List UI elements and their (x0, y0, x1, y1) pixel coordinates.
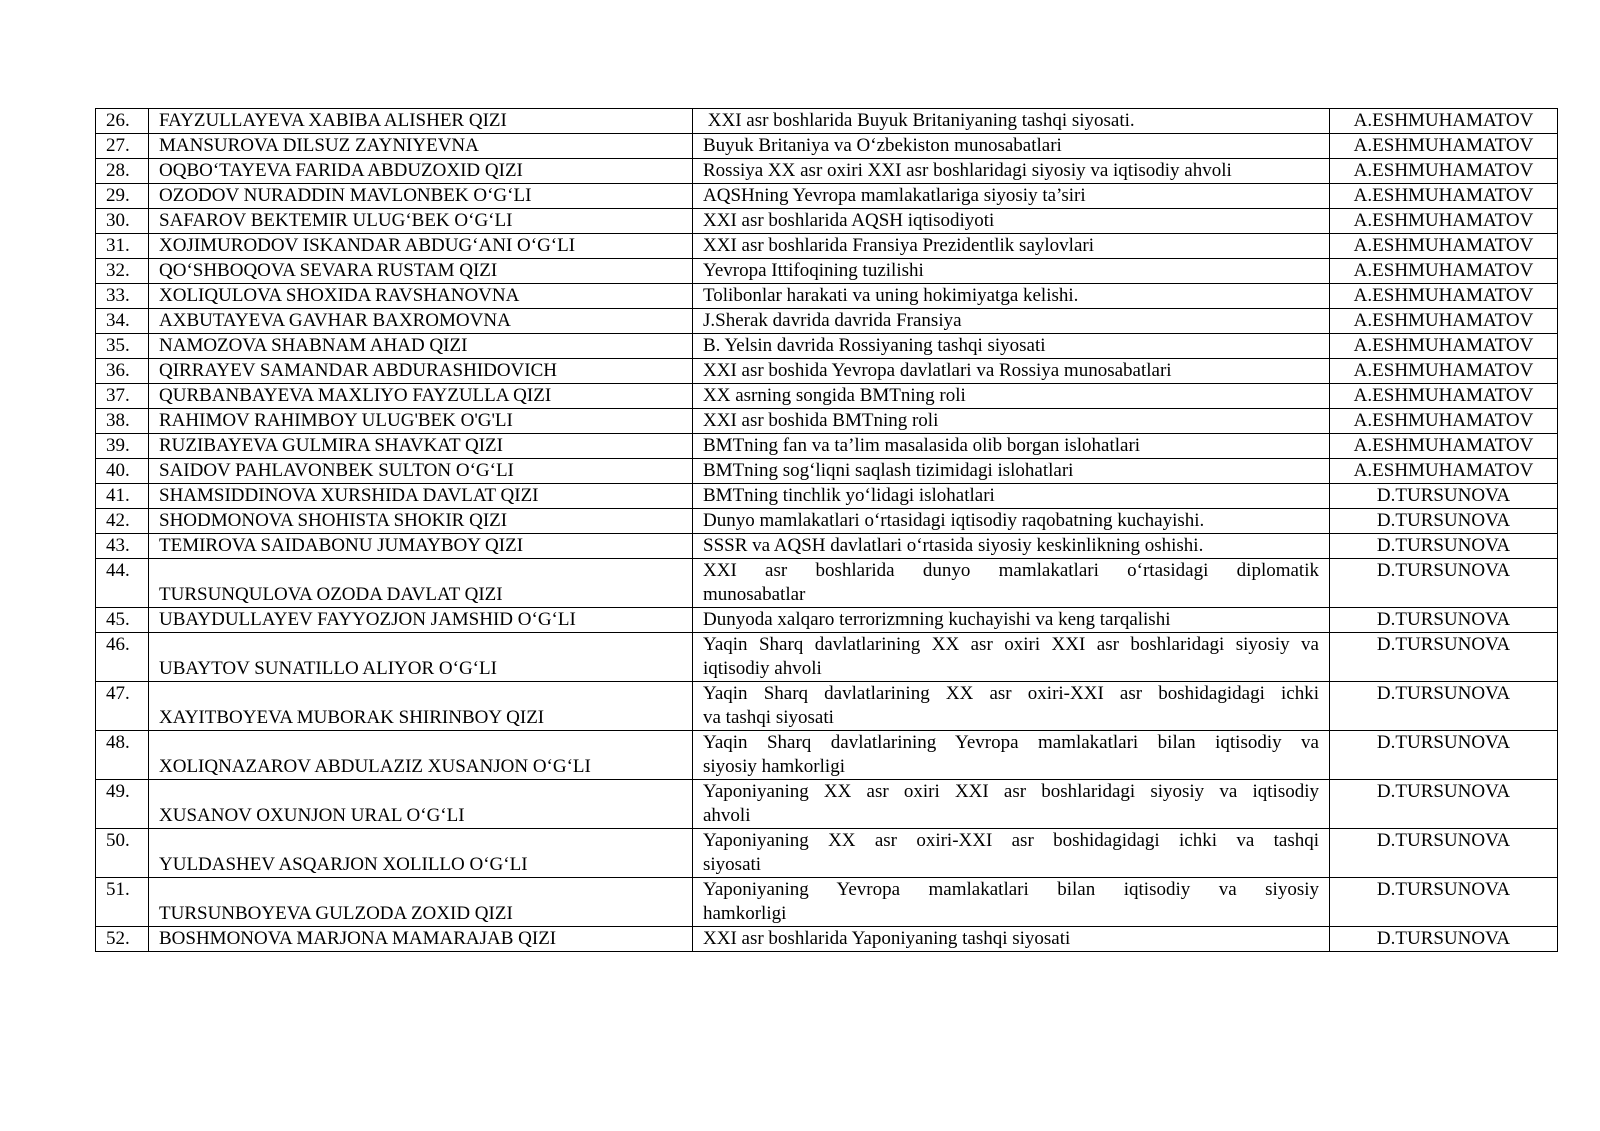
topic-text-line-1: Yaponiyaning XX asr oxiri XXI asr boshlaridagi siyosiy va iqtisodiy (703, 781, 1319, 802)
table-row (96, 409, 1558, 434)
row-number: 38. (96, 409, 149, 434)
topic-text: Yevropa Ittifoqining tuzilishi (703, 260, 924, 281)
table-row (96, 927, 1558, 952)
supervisor: A.ESHMUHAMATOV (1330, 334, 1558, 359)
topic-text-line-2: siyosati (703, 854, 762, 875)
table-row (96, 109, 1558, 134)
row-number: 34. (96, 309, 149, 334)
topic-text: XXI asr boshlarida Yaponiyaning tashqi siyosati (703, 928, 1071, 949)
topic-text: Dunyo mamlakatlari o‘rtasidagi iqtisodiy raqobatning kuchayishi. (703, 510, 1205, 531)
topic-text-line-2: hamkorligi (703, 903, 787, 924)
row-number: 43. (96, 534, 149, 559)
student-name: MANSUROVA DILSUZ ZAYNIYEVNA (149, 134, 693, 159)
topic-text-line-1: Yaqin Sharq davlatlarining Yevropa mamlakatlari bilan iqtisodiy va (703, 732, 1319, 753)
student-name: BOSHMONOVA MARJONA MAMARAJAB QIZI (149, 927, 693, 952)
topic-text-line-1: Yaqin Sharq davlatlarining XX asr oxiri-XXI asr boshidagidagi ichki (703, 683, 1319, 704)
table-row (96, 334, 1558, 359)
thesis-topic (693, 284, 1330, 309)
thesis-topic (693, 682, 1330, 731)
table-row (96, 682, 1558, 731)
row-number: 45. (96, 608, 149, 633)
topic-text-line-2: siyosiy hamkorligi (703, 756, 845, 777)
table-row (96, 184, 1558, 209)
topic-text: AQSHning Yevropa mamlakatlariga siyosiy ta’siri (703, 185, 1086, 206)
row-number: 42. (96, 509, 149, 534)
topic-text-line-1: Yaqin Sharq davlatlarining XX asr oxiri XXI asr boshlaridagi siyosiy va (703, 634, 1319, 655)
supervisor: A.ESHMUHAMATOV (1330, 184, 1558, 209)
supervisor: A.ESHMUHAMATOV (1330, 259, 1558, 284)
topic-text-line-1: Yaponiyaning Yevropa mamlakatlari bilan iqtisodiy va siyosiy (703, 879, 1319, 900)
student-name: OQBO‘TAYEVA FARIDA ABDUZOXID QIZI (149, 159, 693, 184)
supervisor: D.TURSUNOVA (1330, 633, 1558, 682)
supervisor: A.ESHMUHAMATOV (1330, 209, 1558, 234)
supervisor: D.TURSUNOVA (1330, 534, 1558, 559)
thesis-topic (693, 731, 1330, 780)
topic-text: BMTning sog‘liqni saqlash tizimidagi islohatlari (703, 460, 1074, 481)
table-row (96, 259, 1558, 284)
student-name: QURBANBAYEVA MAXLIYO FAYZULLA QIZI (149, 384, 693, 409)
topic-text: XXI asr boshlarida Buyuk Britaniyaning tashqi siyosati. (703, 110, 1135, 131)
thesis-topic (693, 878, 1330, 927)
row-number: 31. (96, 234, 149, 259)
topic-text: J.Sherak davrida davrida Fransiya (703, 310, 962, 331)
row-number: 29. (96, 184, 149, 209)
student-name: XOJIMURODOV ISKANDAR ABDUG‘ANI O‘G‘LI (149, 234, 693, 259)
supervisor: D.TURSUNOVA (1330, 682, 1558, 731)
supervisor: D.TURSUNOVA (1330, 608, 1558, 633)
row-number: 39. (96, 434, 149, 459)
topic-text: Tolibonlar harakati va uning hokimiyatga kelishi. (703, 285, 1079, 306)
topic-text-line-2: ahvoli (703, 805, 751, 826)
supervisor: A.ESHMUHAMATOV (1330, 134, 1558, 159)
student-name: UBAYDULLAYEV FAYYOZJON JAMSHID O‘G‘LI (149, 608, 693, 633)
student-name: XOLIQULOVA SHOXIDA RAVSHANOVNA (149, 284, 693, 309)
thesis-topic (693, 534, 1330, 559)
thesis-topic (693, 829, 1330, 878)
supervisor: A.ESHMUHAMATOV (1330, 434, 1558, 459)
row-number: 47. (96, 682, 149, 731)
row-number: 41. (96, 484, 149, 509)
thesis-topic (693, 184, 1330, 209)
table-row (96, 234, 1558, 259)
row-number: 46. (96, 633, 149, 682)
student-name: QO‘SHBOQOVA SEVARA RUSTAM QIZI (149, 259, 693, 284)
table-row (96, 731, 1558, 780)
student-name: XUSANOV OXUNJON URAL O‘G‘LI (149, 780, 693, 829)
student-name: YULDASHEV ASQARJON XOLILLO O‘G‘LI (149, 829, 693, 878)
student-name: FAYZULLAYEVA XABIBA ALISHER QIZI (149, 109, 693, 134)
table-row (96, 780, 1558, 829)
student-name: NAMOZOVA SHABNAM AHAD QIZI (149, 334, 693, 359)
row-number: 50. (96, 829, 149, 878)
supervisor: A.ESHMUHAMATOV (1330, 159, 1558, 184)
thesis-topic (693, 134, 1330, 159)
row-number: 52. (96, 927, 149, 952)
row-number: 40. (96, 459, 149, 484)
thesis-topic (693, 434, 1330, 459)
student-name: SHODMONOVA SHOHISTA SHOKIR QIZI (149, 509, 693, 534)
row-number: 27. (96, 134, 149, 159)
student-name: XOLIQNAZAROV ABDULAZIZ XUSANJON O‘G‘LI (149, 731, 693, 780)
row-number: 26. (96, 109, 149, 134)
table-row (96, 359, 1558, 384)
thesis-topic (693, 608, 1330, 633)
topic-text: Buyuk Britaniya va O‘zbekiston munosabatlari (703, 135, 1062, 156)
topic-text: XXI asr boshlarida AQSH iqtisodiyoti (703, 210, 995, 231)
topic-text: Rossiya XX asr oxiri XXI asr boshlaridagi siyosiy va iqtisodiy ahvoli (703, 160, 1232, 181)
table-row (96, 384, 1558, 409)
student-name: XAYITBOYEVA MUBORAK SHIRINBOY QIZI (149, 682, 693, 731)
student-name: TEMIROVA SAIDABONU JUMAYBOY QIZI (149, 534, 693, 559)
student-name: SAIDOV PAHLAVONBEK SULTON O‘G‘LI (149, 459, 693, 484)
table-row (96, 459, 1558, 484)
row-number: 32. (96, 259, 149, 284)
supervisor: D.TURSUNOVA (1330, 731, 1558, 780)
table-row (96, 878, 1558, 927)
row-number: 30. (96, 209, 149, 234)
table-row (96, 608, 1558, 633)
supervisor: A.ESHMUHAMATOV (1330, 459, 1558, 484)
row-number: 28. (96, 159, 149, 184)
thesis-topic (693, 384, 1330, 409)
thesis-topic (693, 259, 1330, 284)
table-row (96, 209, 1558, 234)
thesis-topic (693, 780, 1330, 829)
student-name: SAFAROV BEKTEMIR ULUG‘BEK O‘G‘LI (149, 209, 693, 234)
thesis-topic (693, 159, 1330, 184)
student-name: TURSUNQULOVA OZODA DAVLAT QIZI (149, 559, 693, 608)
thesis-topic (693, 927, 1330, 952)
supervisor: D.TURSUNOVA (1330, 780, 1558, 829)
table-row (96, 284, 1558, 309)
table-row (96, 534, 1558, 559)
topic-text: XXI asr boshida BMTning roli (703, 410, 939, 431)
table-body (96, 109, 1558, 952)
thesis-topic (693, 409, 1330, 434)
table-row (96, 633, 1558, 682)
topic-text: B. Yelsin davrida Rossiyaning tashqi siyosati (703, 335, 1046, 356)
thesis-topic (693, 109, 1330, 134)
row-number: 37. (96, 384, 149, 409)
thesis-topic (693, 209, 1330, 234)
student-name: UBAYTOV SUNATILLO ALIYOR O‘G‘LI (149, 633, 693, 682)
table-row (96, 134, 1558, 159)
thesis-topic (693, 484, 1330, 509)
topic-text: BMTning tinchlik yo‘lidagi islohatlari (703, 485, 995, 506)
supervisor: D.TURSUNOVA (1330, 509, 1558, 534)
supervisor: D.TURSUNOVA (1330, 559, 1558, 608)
topic-text: XXI asr boshida Yevropa davlatlari va Rossiya munosabatlari (703, 360, 1172, 381)
thesis-topic (693, 234, 1330, 259)
thesis-topic (693, 309, 1330, 334)
supervisor: D.TURSUNOVA (1330, 829, 1558, 878)
thesis-topic (693, 559, 1330, 608)
student-name: OZODOV NURADDIN MAVLONBEK O‘G‘LI (149, 184, 693, 209)
topic-text: XXI asr boshlarida Fransiya Prezidentlik saylovlari (703, 235, 1094, 256)
row-number: 44. (96, 559, 149, 608)
supervisor: D.TURSUNOVA (1330, 878, 1558, 927)
topic-text: BMTning fan va ta’lim masalasida olib borgan islohatlari (703, 435, 1141, 456)
supervisor: A.ESHMUHAMATOV (1330, 384, 1558, 409)
thesis-topic (693, 359, 1330, 384)
topic-text: XX asrning songida BMTning roli (703, 385, 966, 406)
topic-text-line-2: va tashqi siyosati (703, 707, 834, 728)
supervisor: A.ESHMUHAMATOV (1330, 234, 1558, 259)
table-row (96, 829, 1558, 878)
topic-text-line-2: munosabatlar (703, 584, 806, 605)
students-topics-table (95, 108, 1558, 952)
table-row (96, 159, 1558, 184)
topic-text: SSSR va AQSH davlatlari o‘rtasida siyosiy keskinlikning oshishi. (703, 535, 1204, 556)
thesis-topic (693, 633, 1330, 682)
row-number: 49. (96, 780, 149, 829)
table-row (96, 484, 1558, 509)
student-name: TURSUNBOYEVA GULZODA ZOXID QIZI (149, 878, 693, 927)
thesis-topic (693, 459, 1330, 484)
supervisor: A.ESHMUHAMATOV (1330, 284, 1558, 309)
thesis-topic (693, 334, 1330, 359)
student-name: RUZIBAYEVA GULMIRA SHAVKAT QIZI (149, 434, 693, 459)
table-row (96, 309, 1558, 334)
topic-text-line-1: XXI asr boshlarida dunyo mamlakatlari o‘rtasidagi diplomatik (703, 560, 1319, 581)
row-number: 36. (96, 359, 149, 384)
row-number: 35. (96, 334, 149, 359)
student-name: QIRRAYEV SAMANDAR ABDURASHIDOVICH (149, 359, 693, 384)
student-name: SHAMSIDDINOVA XURSHIDA DAVLAT QIZI (149, 484, 693, 509)
topic-text-line-2: iqtisodiy ahvoli (703, 658, 822, 679)
row-number: 51. (96, 878, 149, 927)
supervisor: A.ESHMUHAMATOV (1330, 309, 1558, 334)
thesis-topic (693, 509, 1330, 534)
row-number: 33. (96, 284, 149, 309)
supervisor: D.TURSUNOVA (1330, 484, 1558, 509)
supervisor: D.TURSUNOVA (1330, 927, 1558, 952)
student-name: AXBUTAYEVA GAVHAR BAXROMOVNA (149, 309, 693, 334)
topic-text-line-1: Yaponiyaning XX asr oxiri-XXI asr boshidagidagi ichki va tashqi (703, 830, 1319, 851)
row-number: 48. (96, 731, 149, 780)
table-row (96, 559, 1558, 608)
supervisor: A.ESHMUHAMATOV (1330, 359, 1558, 384)
supervisor: A.ESHMUHAMATOV (1330, 109, 1558, 134)
topic-text: Dunyoda xalqaro terrorizmning kuchayishi va keng tarqalishi (703, 609, 1171, 630)
student-name: RAHIMOV RAHIMBOY ULUG'BEK O'G'LI (149, 409, 693, 434)
table-row (96, 509, 1558, 534)
supervisor: A.ESHMUHAMATOV (1330, 409, 1558, 434)
table-row (96, 434, 1558, 459)
